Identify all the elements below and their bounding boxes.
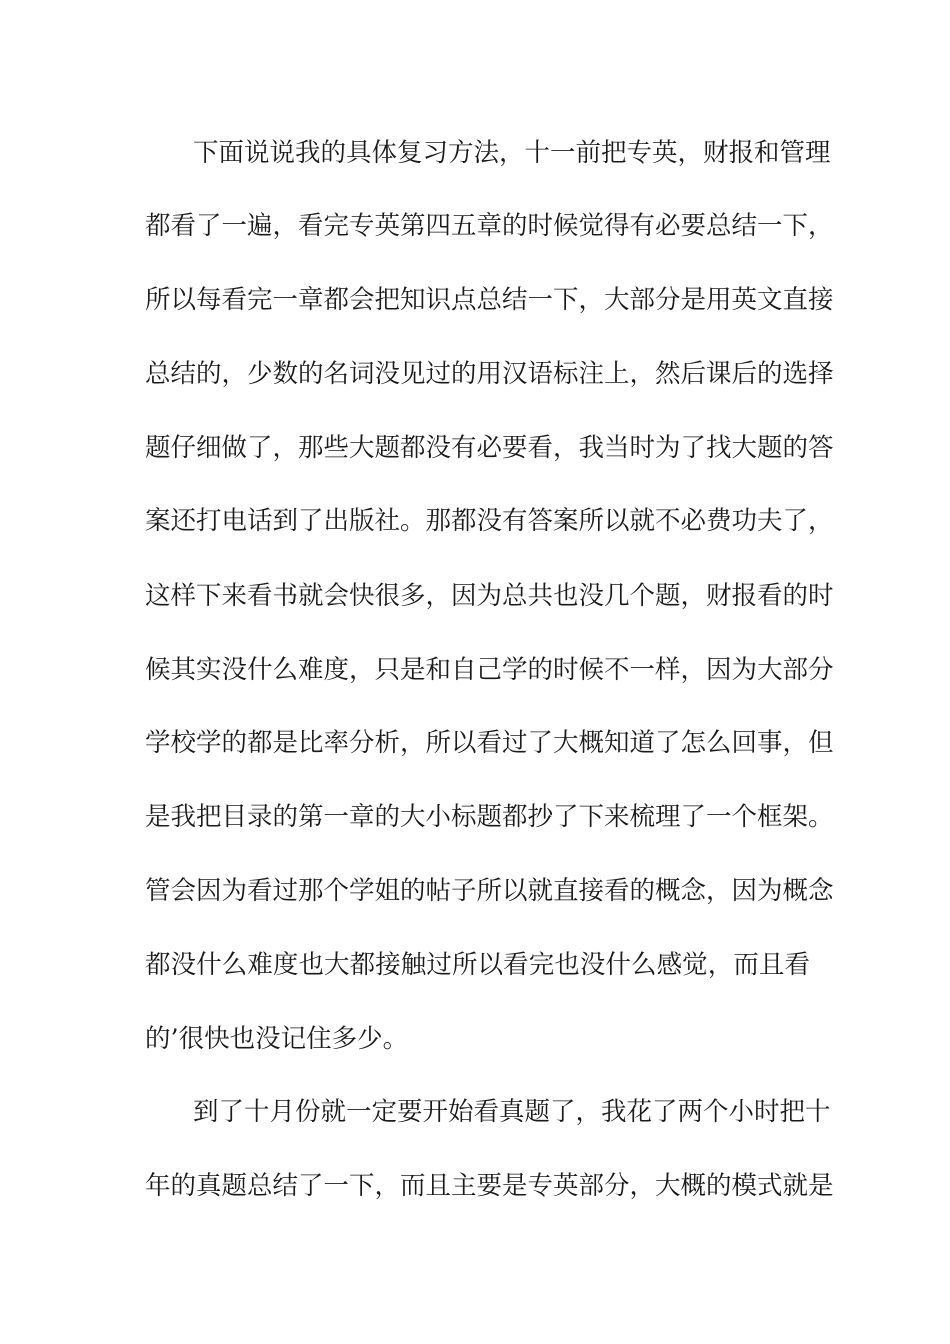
paragraph-1-line-10: 是我把目录的第一章的大小标题都抄了下来梳理了一个框架。	[145, 802, 834, 832]
paragraph-1-line-2: 都看了一遍，看完专英第四五章的时候觉得有必要总结一下，	[145, 211, 834, 241]
paragraph-1-line-7: 这样下来看书就会快很多，因为总共也没几个题，财报看的时	[145, 581, 834, 611]
paragraph-1-line-3: 所以每看完一章都会把知识点总结一下，大部分是用英文直接	[145, 285, 834, 315]
paragraph-1-line-6: 案还打电话到了出版社。那都没有答案所以就不必费功夫了，	[145, 506, 834, 536]
paragraph-1-line-8: 候其实没什么难度，只是和自己学的时候不一样，因为大部分	[145, 655, 834, 685]
paragraph-2-line-1: 到了十月份就一定要开始看真题了，我花了两个小时把十	[193, 1097, 831, 1127]
paragraph-1-line-11: 管会因为看过那个学姐的帖子所以就直接看的概念，因为概念	[145, 876, 834, 906]
paragraph-1-line-13: 的’很快也没记住多少。	[145, 1024, 409, 1054]
paragraph-1-line-9: 学校学的都是比率分析，所以看过了大概知道了怎么回事，但	[145, 728, 834, 758]
paragraph-2-line-2: 年的真题总结了一下，而且主要是专英部分，大概的模式就是	[145, 1171, 834, 1201]
paragraph-1-line-4: 总结的，少数的名词没见过的用汉语标注上，然后课后的选择	[145, 359, 834, 389]
paragraph-1-line-1: 下面说说我的具体复习方法，十一前把专英，财报和管理	[193, 138, 831, 168]
paragraph-1-line-12: 都没什么难度也大都接触过所以看完也没什么感觉，而且看	[145, 950, 810, 980]
paragraph-1-line-5: 题仔细做了，那些大题都没有必要看，我当时为了找大题的答	[145, 433, 834, 463]
